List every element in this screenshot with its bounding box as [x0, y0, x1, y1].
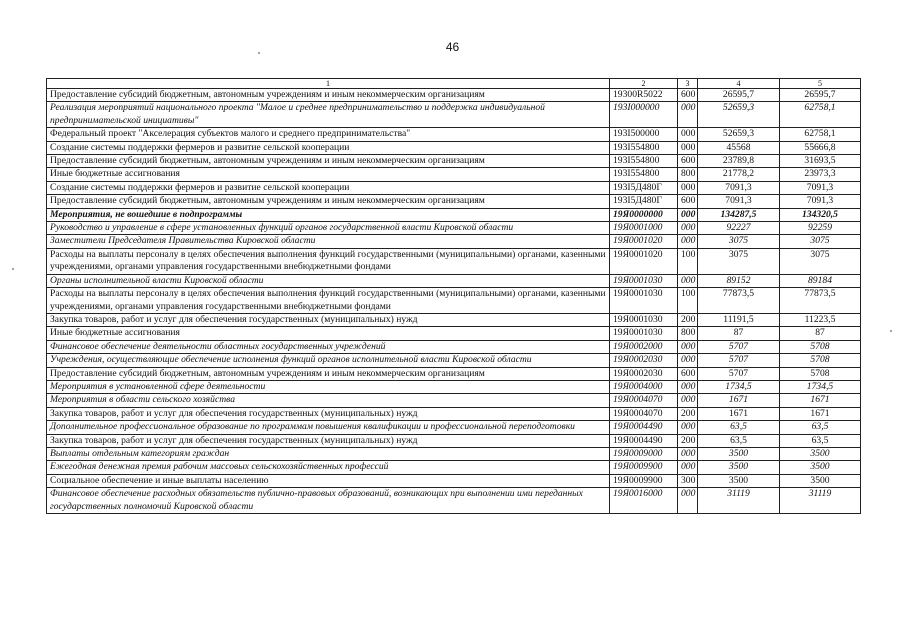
- row-amount-year2: 5708: [780, 340, 861, 353]
- row-amount-year1: 63,5: [698, 421, 780, 434]
- table-row: [47, 434, 861, 447]
- header-cell-2: 2: [610, 79, 678, 89]
- row-amount-year2: 5708: [780, 367, 861, 380]
- row-amount-year1: 87: [698, 327, 780, 340]
- row-amount-year1: 3075: [698, 248, 780, 274]
- row-description: Учреждения, осуществляющие обеспечение исполнения функций органов исполнительной власти Кировской области: [47, 354, 610, 367]
- row-target-code: 19Я0000000: [610, 208, 678, 221]
- row-amount-year1: 52659,3: [698, 102, 780, 128]
- row-expense-type: 100: [678, 248, 698, 274]
- row-amount-year2: 23973,3: [780, 168, 861, 181]
- budget-table: [46, 78, 861, 514]
- row-amount-year2: 55666,8: [780, 141, 861, 154]
- row-description: Мероприятия в установленной сфере деятельности: [47, 380, 610, 393]
- row-target-code: 19Я0001000: [610, 222, 678, 235]
- row-expense-type: 000: [678, 380, 698, 393]
- row-amount-year2: 3075: [780, 235, 861, 248]
- row-expense-type: 000: [678, 447, 698, 460]
- row-amount-year1: 31119: [698, 488, 780, 514]
- row-expense-type: 000: [678, 128, 698, 141]
- row-amount-year2: 11223,5: [780, 313, 861, 326]
- row-expense-type: 600: [678, 367, 698, 380]
- row-target-code: 193I000000: [610, 102, 678, 128]
- table-row: [47, 380, 861, 393]
- row-expense-type: 000: [678, 354, 698, 367]
- table-row: [47, 248, 861, 274]
- table-row: [47, 407, 861, 420]
- table-row: [47, 367, 861, 380]
- table-row: [47, 235, 861, 248]
- row-description: Закупка товаров, работ и услуг для обеспечения государственных (муниципальных) нужд: [47, 434, 610, 447]
- row-target-code: 19Я0004490: [610, 421, 678, 434]
- row-amount-year1: 92227: [698, 222, 780, 235]
- row-amount-year2: 62758,1: [780, 128, 861, 141]
- row-amount-year1: 7091,3: [698, 181, 780, 194]
- scan-speck: [258, 52, 260, 54]
- row-target-code: 19Я0016000: [610, 488, 678, 514]
- table-row: [47, 474, 861, 487]
- table-row: [47, 141, 861, 154]
- row-target-code: 19300R5022: [610, 89, 678, 102]
- table-header-row: [47, 79, 861, 89]
- row-amount-year2: 62758,1: [780, 102, 861, 128]
- row-expense-type: 600: [678, 155, 698, 168]
- row-amount-year2: 92259: [780, 222, 861, 235]
- row-target-code: 19Я0004000: [610, 380, 678, 393]
- row-expense-type: 300: [678, 474, 698, 487]
- row-amount-year1: 23789,8: [698, 155, 780, 168]
- row-target-code: 19Я0004070: [610, 394, 678, 407]
- row-amount-year2: 134320,5: [780, 208, 861, 221]
- row-amount-year1: 89152: [698, 274, 780, 287]
- row-amount-year1: 26595,7: [698, 89, 780, 102]
- row-amount-year2: 87: [780, 327, 861, 340]
- row-target-code: 19Я0001020: [610, 248, 678, 274]
- row-expense-type: 000: [678, 488, 698, 514]
- row-target-code: 193I5Д480Г: [610, 195, 678, 208]
- table-row: [47, 128, 861, 141]
- row-description: Мероприятия, не вошедшие в подпрограммы: [47, 208, 610, 221]
- row-amount-year1: 3500: [698, 474, 780, 487]
- row-amount-year1: 5707: [698, 354, 780, 367]
- row-amount-year2: 3500: [780, 474, 861, 487]
- table-row: [47, 195, 861, 208]
- row-amount-year2: 31119: [780, 488, 861, 514]
- table-row: [47, 89, 861, 102]
- row-description: Федеральный проект "Акселерация субъектов малого и среднего предпринимательства": [47, 128, 610, 141]
- row-amount-year2: 5708: [780, 354, 861, 367]
- table-row: [47, 488, 861, 514]
- row-description: Предоставление субсидий бюджетным, автономным учреждениям и иным некоммерческим организациям: [47, 367, 610, 380]
- row-expense-type: 800: [678, 327, 698, 340]
- header-cell-5: 5: [780, 79, 861, 89]
- row-amount-year1: 3500: [698, 461, 780, 474]
- row-expense-type: 000: [678, 274, 698, 287]
- row-target-code: 19Я0004490: [610, 434, 678, 447]
- table-row: [47, 208, 861, 221]
- row-description: Органы исполнительной власти Кировской области: [47, 274, 610, 287]
- row-description: Руководство и управление в сфере установленных функций органов государственной власти Кировской области: [47, 222, 610, 235]
- row-target-code: 19Я0009900: [610, 461, 678, 474]
- row-expense-type: 000: [678, 461, 698, 474]
- table-row: [47, 394, 861, 407]
- table-row: [47, 168, 861, 181]
- row-description: Создание системы поддержки фермеров и развитие сельской кооперации: [47, 181, 610, 194]
- row-amount-year2: 3075: [780, 248, 861, 274]
- table-row: [47, 274, 861, 287]
- table-row: [47, 340, 861, 353]
- row-expense-type: 100: [678, 288, 698, 314]
- header-cell-3: 3: [678, 79, 698, 89]
- row-amount-year2: 63,5: [780, 434, 861, 447]
- row-target-code: 19Я0001030: [610, 327, 678, 340]
- row-amount-year1: 63,5: [698, 434, 780, 447]
- header-cell-1: 1: [47, 79, 610, 89]
- row-description: Социальное обеспечение и иные выплаты населению: [47, 474, 610, 487]
- row-amount-year1: 1734,5: [698, 380, 780, 393]
- row-description: Расходы на выплаты персоналу в целях обеспечения выполнения функций государственными (муниципальными) органами, казенными учреждениями, органами управления государственными внебюджетными фондами: [47, 288, 610, 314]
- row-description: Дополнительное профессиональное образование по программам повышения квалификации и профессиональной переподготовки: [47, 421, 610, 434]
- scan-speck: [890, 330, 892, 332]
- row-amount-year1: 7091,3: [698, 195, 780, 208]
- row-target-code: 19Я0002000: [610, 340, 678, 353]
- row-expense-type: 200: [678, 407, 698, 420]
- table-row: [47, 181, 861, 194]
- row-expense-type: 600: [678, 89, 698, 102]
- row-description: Предоставление субсидий бюджетным, автономным учреждениям и иным некоммерческим организациям: [47, 195, 610, 208]
- row-amount-year2: 7091,3: [780, 181, 861, 194]
- row-amount-year1: 77873,5: [698, 288, 780, 314]
- row-amount-year1: 21778,2: [698, 168, 780, 181]
- row-description: Финансовое обеспечение расходных обязательств публично-правовых образований, возникающих при выполнении ими переданных государственных полномочий Кировской области: [47, 488, 610, 514]
- row-description: Закупка товаров, работ и услуг для обеспечения государственных (муниципальных) нужд: [47, 407, 610, 420]
- row-expense-type: 200: [678, 434, 698, 447]
- row-description: Заместители Председателя Правительства Кировской области: [47, 235, 610, 248]
- row-amount-year2: 1734,5: [780, 380, 861, 393]
- row-amount-year2: 89184: [780, 274, 861, 287]
- row-amount-year2: 63,5: [780, 421, 861, 434]
- row-amount-year1: 45568: [698, 141, 780, 154]
- row-expense-type: 000: [678, 340, 698, 353]
- row-amount-year1: 11191,5: [698, 313, 780, 326]
- row-amount-year1: 1671: [698, 407, 780, 420]
- table-row: [47, 102, 861, 128]
- row-amount-year2: 3500: [780, 447, 861, 460]
- row-amount-year2: 1671: [780, 407, 861, 420]
- row-expense-type: 000: [678, 222, 698, 235]
- table-row: [47, 288, 861, 314]
- table-row: [47, 327, 861, 340]
- row-description: Предоставление субсидий бюджетным, автономным учреждениям и иным некоммерческим организациям: [47, 89, 610, 102]
- row-target-code: 19Я0001020: [610, 235, 678, 248]
- row-target-code: 193I554800: [610, 141, 678, 154]
- row-description: Мероприятия в области сельского хозяйства: [47, 394, 610, 407]
- table-row: [47, 447, 861, 460]
- row-target-code: 193I5Д480Г: [610, 181, 678, 194]
- table-row: [47, 421, 861, 434]
- row-amount-year2: 26595,7: [780, 89, 861, 102]
- row-amount-year1: 5707: [698, 367, 780, 380]
- row-expense-type: 000: [678, 394, 698, 407]
- row-target-code: 19Я0001030: [610, 313, 678, 326]
- row-expense-type: 000: [678, 235, 698, 248]
- row-target-code: 193I554800: [610, 168, 678, 181]
- row-target-code: 19Я0002030: [610, 367, 678, 380]
- row-description: Выплаты отдельным категориям граждан: [47, 447, 610, 460]
- row-amount-year1: 3500: [698, 447, 780, 460]
- row-expense-type: 000: [678, 421, 698, 434]
- row-expense-type: 200: [678, 313, 698, 326]
- row-expense-type: 800: [678, 168, 698, 181]
- row-description: Финансовое обеспечение деятельности областных государственных учреждений: [47, 340, 610, 353]
- row-target-code: 19Я0009000: [610, 447, 678, 460]
- row-expense-type: 000: [678, 181, 698, 194]
- row-description: Ежегодная денежная премия рабочим массовых сельскохозяйственных профессий: [47, 461, 610, 474]
- table-row: [47, 313, 861, 326]
- row-description: Иные бюджетные ассигнования: [47, 168, 610, 181]
- table-row: [47, 461, 861, 474]
- row-amount-year2: 77873,5: [780, 288, 861, 314]
- row-amount-year2: 31693,5: [780, 155, 861, 168]
- table-row: [47, 155, 861, 168]
- table-row: [47, 354, 861, 367]
- table-row: [47, 222, 861, 235]
- row-expense-type: 000: [678, 208, 698, 221]
- row-amount-year2: 7091,3: [780, 195, 861, 208]
- row-target-code: 193I554800: [610, 155, 678, 168]
- row-target-code: 19Я0004070: [610, 407, 678, 420]
- row-target-code: 19Я0001030: [610, 288, 678, 314]
- row-amount-year1: 1671: [698, 394, 780, 407]
- row-description: Иные бюджетные ассигнования: [47, 327, 610, 340]
- row-target-code: 19Я0009900: [610, 474, 678, 487]
- row-expense-type: 600: [678, 195, 698, 208]
- row-amount-year1: 5707: [698, 340, 780, 353]
- row-amount-year1: 134287,5: [698, 208, 780, 221]
- row-target-code: 19Я0002030: [610, 354, 678, 367]
- row-description: Предоставление субсидий бюджетным, автономным учреждениям и иным некоммерческим организациям: [47, 155, 610, 168]
- row-expense-type: 000: [678, 141, 698, 154]
- row-amount-year1: 52659,3: [698, 128, 780, 141]
- header-cell-4: 4: [698, 79, 780, 89]
- page-number: 46: [445, 40, 460, 54]
- scan-speck: [12, 268, 14, 270]
- row-expense-type: 000: [678, 102, 698, 128]
- row-amount-year1: 3075: [698, 235, 780, 248]
- row-target-code: 19Я0001030: [610, 274, 678, 287]
- row-description: Создание системы поддержки фермеров и развитие сельской кооперации: [47, 141, 610, 154]
- row-description: Реализация мероприятий национального проекта "Малое и среднее предпринимательство и поддержка индивидуальной предпринимательской инициативы": [47, 102, 610, 128]
- row-amount-year2: 1671: [780, 394, 861, 407]
- row-description: Расходы на выплаты персоналу в целях обеспечения выполнения функций государственными (муниципальными) органами, казенными учреждениями, органами управления государственными внебюджетными фондами: [47, 248, 610, 274]
- row-description: Закупка товаров, работ и услуг для обеспечения государственных (муниципальных) нужд: [47, 313, 610, 326]
- row-target-code: 193I500000: [610, 128, 678, 141]
- row-amount-year2: 3500: [780, 461, 861, 474]
